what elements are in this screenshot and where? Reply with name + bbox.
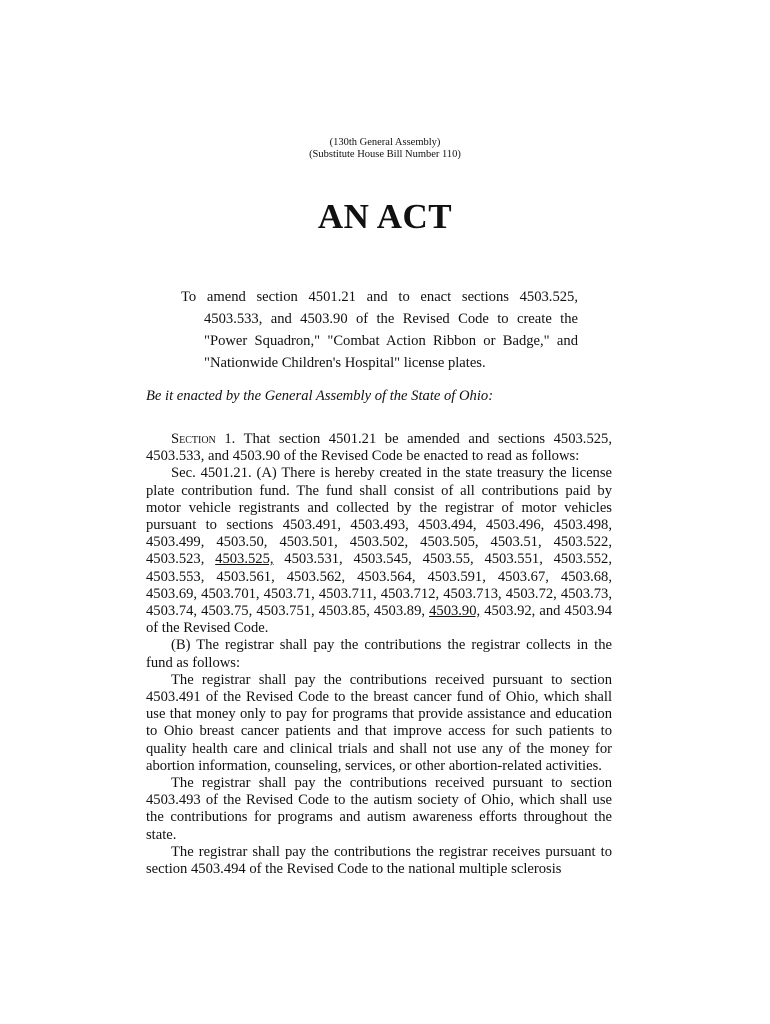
section-1-text: 1. That section 4501.21 be amended and sections 4503.525, 4503.533, and 4503.90 of the Revised Code be enacted to read as follows: xyxy=(146,431,612,465)
breast-cancer-fund-paragraph: The registrar shall pay the contributions received pursuant to section 4503.491 of the Revised Code to the breast cancer fund of Ohio, which shall use that money only to pay for programs that provide assistance and education to Ohio breast cancer patients and that improve access for such patients to quality health care and clinical trials and shall not use any of the money for abortion information, counseling, services, or other abortion-related activities. xyxy=(146,671,612,774)
act-body xyxy=(146,431,612,878)
paragraph-b: (B) The registrar shall pay the contributions the registrar collects in the fund as follows: xyxy=(146,637,612,671)
inserted-text: 4503.525, xyxy=(215,551,274,568)
sec-text-a: Sec. 4501.21. (A) There is hereby created in the state treasury the license plate contribution fund. The fund shall consist of all contributions paid by motor vehicle registrants and collected by the registrar of motor vehicles pursuant to sections 4503.491, 4503.493, 4503.494, 4503.496, 4503.498, 4503.499, 4503.50, 4503.501, 4503.502, 4503.505, 4503.51, 4503.522, 4503.523, xyxy=(146,465,612,568)
sec-text-b: 4503.531, 4503.545, 4503.55, 4503.551, 4503.552, 4503.553, 4503.561, 4503.562, 4503.564, 4503.591, 4503.67, 4503.68, 4503.69, 4503.701, 4503.71, 4503.711, 4503.712, 4503.713, 4503.72, 4503.73, 4503.74, 4503.75, 4503.751, 4503.85, 4503.89, xyxy=(146,551,612,620)
enacting-clause: Be it enacted by the General Assembly of the State of Ohio: xyxy=(146,388,494,404)
autism-society-paragraph: The registrar shall pay the contributions received pursuant to section 4503.493 of the Revised Code to the autism society of Ohio, which shall use the contributions for programs and autism awareness efforts throughout the state. xyxy=(146,775,612,843)
sec-text-c: 4503.92, and 4503.94 of the Revised Code. xyxy=(146,603,612,637)
general-assembly-label: (130th General Assembly) xyxy=(329,137,441,148)
sec-4501-21-paragraph xyxy=(146,465,612,637)
inserted-text: 4503.90, xyxy=(429,603,481,620)
multiple-sclerosis-paragraph: The registrar shall pay the contributions the registrar receives pursuant to section 4503.494 of the Revised Code to the national multiple sclerosis xyxy=(146,843,612,878)
section-label: Section xyxy=(171,431,216,447)
bill-number-label: (Substitute House Bill Number 110) xyxy=(309,149,461,160)
section-1-paragraph xyxy=(146,431,612,465)
assembly-header xyxy=(0,137,770,161)
act-purpose: To amend section 4501.21 and to enact sections 4503.525, 4503.533, and 4503.90 of the Revised Code to create the "Power Squadron," "Combat Action Ribbon or Badge," and "Nationwide Children's Hospital" license plates. xyxy=(181,289,578,371)
act-title: AN ACT xyxy=(317,197,453,236)
